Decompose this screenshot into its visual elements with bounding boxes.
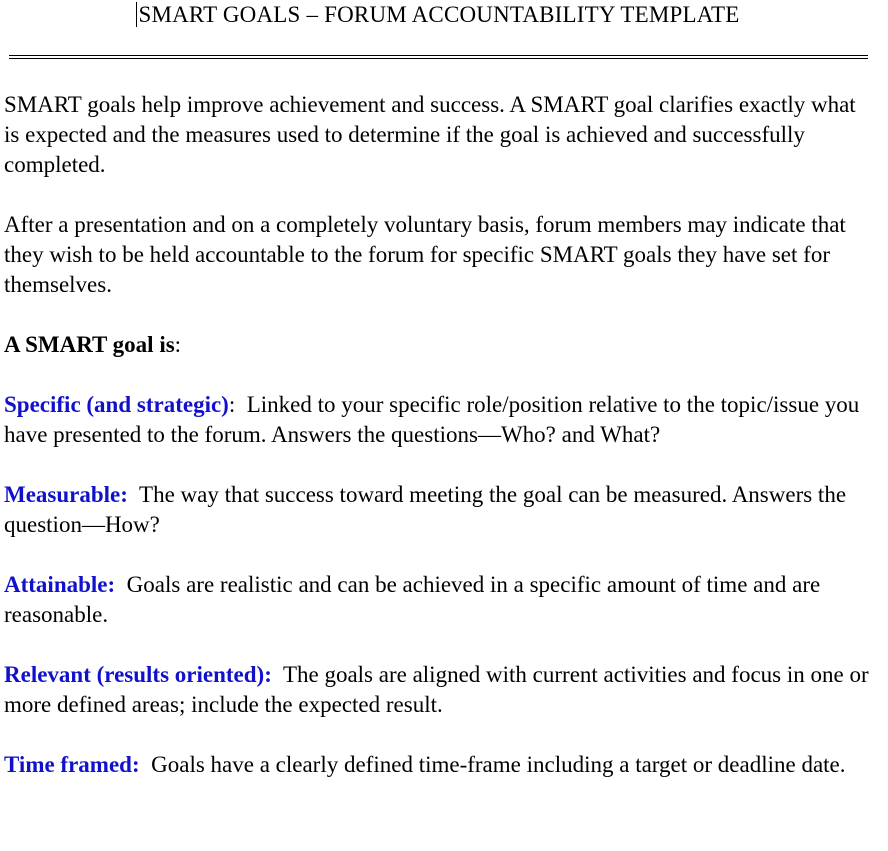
criterion-separator	[115, 572, 127, 597]
document-title-row	[0, 1, 876, 29]
criterion-description: Linked to your specific role/position relative to the topic/issue you have presented to the forum. Answers the questions—Who? and What?	[4, 392, 860, 447]
criterion-attainable	[4, 570, 876, 630]
intro-paragraph: After a presentation and on a completely voluntary basis, forum members may indicate that they wish to be held accountable to the forum for specific SMART goals they have set for themselves.	[4, 212, 846, 297]
criterion-description: The way that success toward meeting the goal can be measured. Answers the question—How?	[4, 482, 847, 537]
criterion-time-framed	[4, 750, 876, 780]
criterion-term: Measurable:	[4, 482, 128, 507]
criterion-separator: :	[228, 392, 247, 417]
smart-goal-heading-suffix: :	[174, 332, 182, 357]
document-title: SMART GOALS – FORUM ACCOUNTABILITY TEMPLATE	[138, 2, 740, 27]
criterion-separator	[140, 752, 152, 777]
criterion-description: The goals are aligned with current activities and focus in one or more defined areas; include the expected result.	[4, 662, 869, 717]
criterion-term: Specific (and strategic)	[4, 392, 229, 417]
criterion-description: Goals have a clearly defined time-frame including a target or deadline date.	[151, 752, 846, 777]
smart-goal-heading	[4, 330, 876, 360]
smart-goal-heading-label: A SMART goal is	[4, 332, 175, 357]
criterion-specific	[4, 390, 876, 450]
criterion-term: Attainable:	[4, 572, 116, 597]
criterion-separator	[128, 482, 139, 507]
document-body	[4, 90, 876, 780]
criterion-term: Relevant (results oriented):	[4, 662, 272, 687]
criterion-description: Goals are realistic and can be achieved in a specific amount of time and are reasonable.	[4, 572, 821, 627]
criterion-measurable	[4, 480, 876, 540]
criterion-separator	[272, 662, 283, 687]
intro-paragraph: SMART goals help improve achievement and success. A SMART goal clarifies exactly what is expected and the measures used to determine if the goal is achieved and successfully completed.	[4, 92, 856, 177]
criterion-term: Time framed:	[4, 752, 140, 777]
criterion-relevant	[4, 660, 876, 720]
title-double-rule	[9, 55, 868, 59]
